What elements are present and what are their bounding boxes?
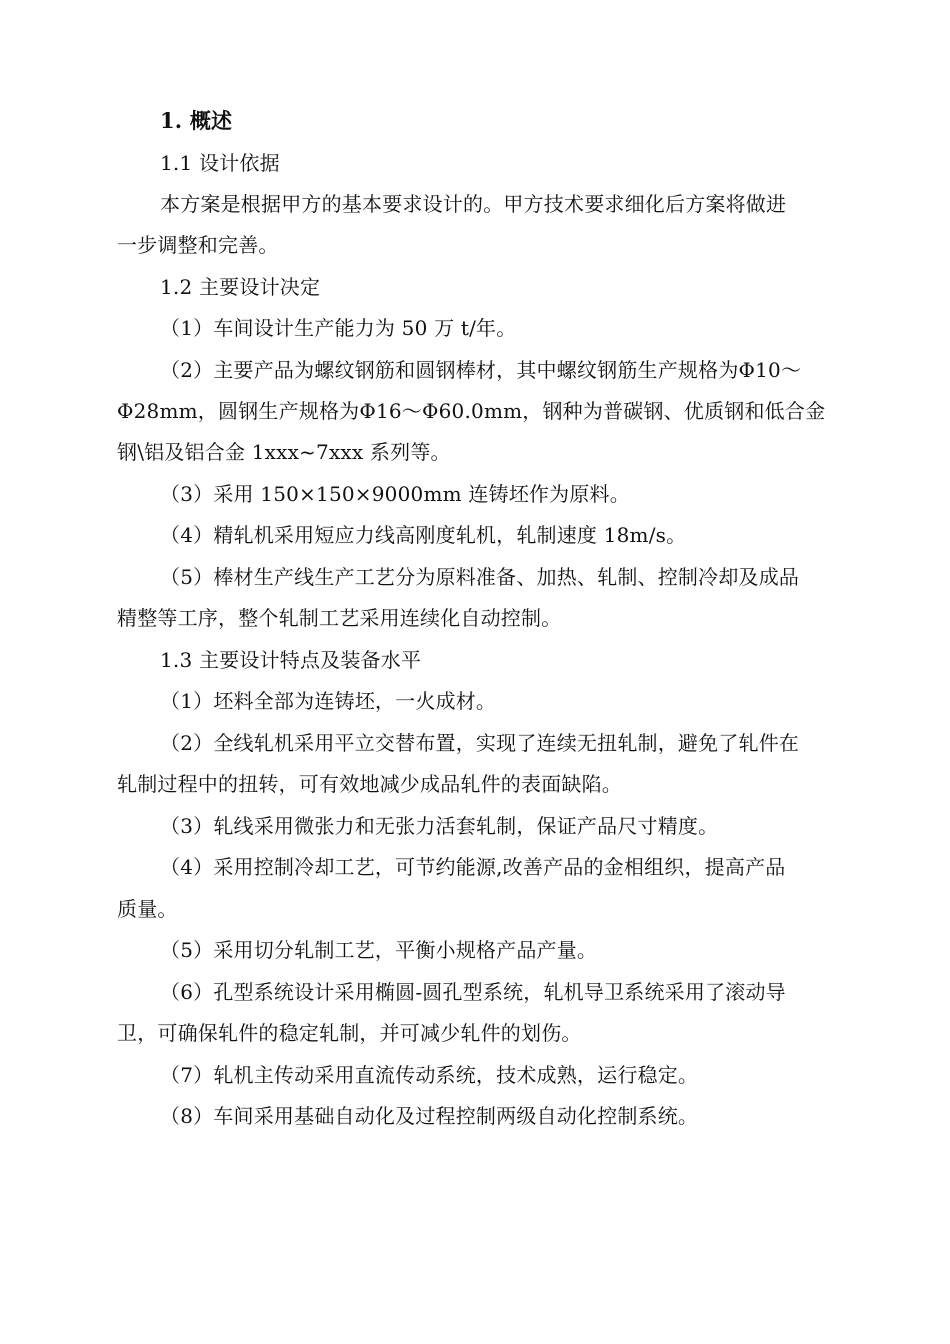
list-item-continuation: 钢\铝及铝合金 1xxx~7xxx 系列等。 — [117, 440, 451, 464]
list-item: （6）孔型系统设计采用椭圆-圆孔型系统，轧机导卫系统采用了滚动导 — [160, 980, 786, 1004]
list-item: （8）车间采用基础自动化及过程控制两级自动化控制系统。 — [160, 1104, 699, 1128]
subsection-title-1-1: 1.1 设计依据 — [160, 151, 280, 175]
list-item: （4）精轧机采用短应力线高刚度轧机，轧制速度 18m/s。 — [160, 523, 687, 547]
list-item: （1）车间设计生产能力为 50 万 t/年。 — [160, 316, 517, 340]
list-item: （1）坯料全部为连铸坯，一火成材。 — [160, 689, 497, 713]
section-heading: 1. 概述 — [160, 108, 233, 133]
list-item: （3）轧线采用微张力和无张力活套轧制，保证产品尺寸精度。 — [160, 814, 719, 838]
list-item-continuation: Φ28mm，圆钢生产规格为Φ16～Φ60.0mm，钢种为普碳钢、优质钢和低合金 — [117, 399, 826, 423]
list-item: （5）采用切分轧制工艺，平衡小规格产品产量。 — [160, 938, 598, 962]
list-item-continuation: 轧制过程中的扭转，可有效地减少成品轧件的表面缺陷。 — [117, 772, 622, 796]
list-item: （3）采用 150×150×9000mm 连铸坯作为原料。 — [160, 482, 630, 506]
paragraph-line: 本方案是根据甲方的基本要求设计的。甲方技术要求细化后方案将做进 — [160, 192, 787, 216]
list-item: （7）轧机主传动采用直流传动系统，技术成熟，运行稳定。 — [160, 1063, 699, 1087]
list-item: （5）棒材生产线生产工艺分为原料准备、加热、轧制、控制冷却及成品 — [160, 565, 800, 589]
list-item-continuation: 质量。 — [117, 897, 178, 921]
paragraph-line: 一步调整和完善。 — [117, 233, 279, 257]
list-item-continuation: 精整等工序，整个轧制工艺采用连续化自动控制。 — [117, 606, 562, 630]
list-item: （4）采用控制冷却工艺，可节约能源,改善产品的金相组织，提高产品 — [160, 855, 786, 879]
list-item-continuation: 卫，可确保轧件的稳定轧制，并可减少轧件的划伤。 — [117, 1021, 582, 1045]
subsection-title-1-2: 1.2 主要设计决定 — [160, 275, 321, 299]
subsection-title-1-3: 1.3 主要设计特点及装备水平 — [160, 648, 422, 672]
list-item: （2）主要产品为螺纹钢筋和圆钢棒材，其中螺纹钢筋生产规格为Φ10～ — [160, 358, 802, 382]
list-item: （2）全线轧机采用平立交替布置，实现了连续无扭轧制，避免了轧件在 — [160, 731, 800, 755]
